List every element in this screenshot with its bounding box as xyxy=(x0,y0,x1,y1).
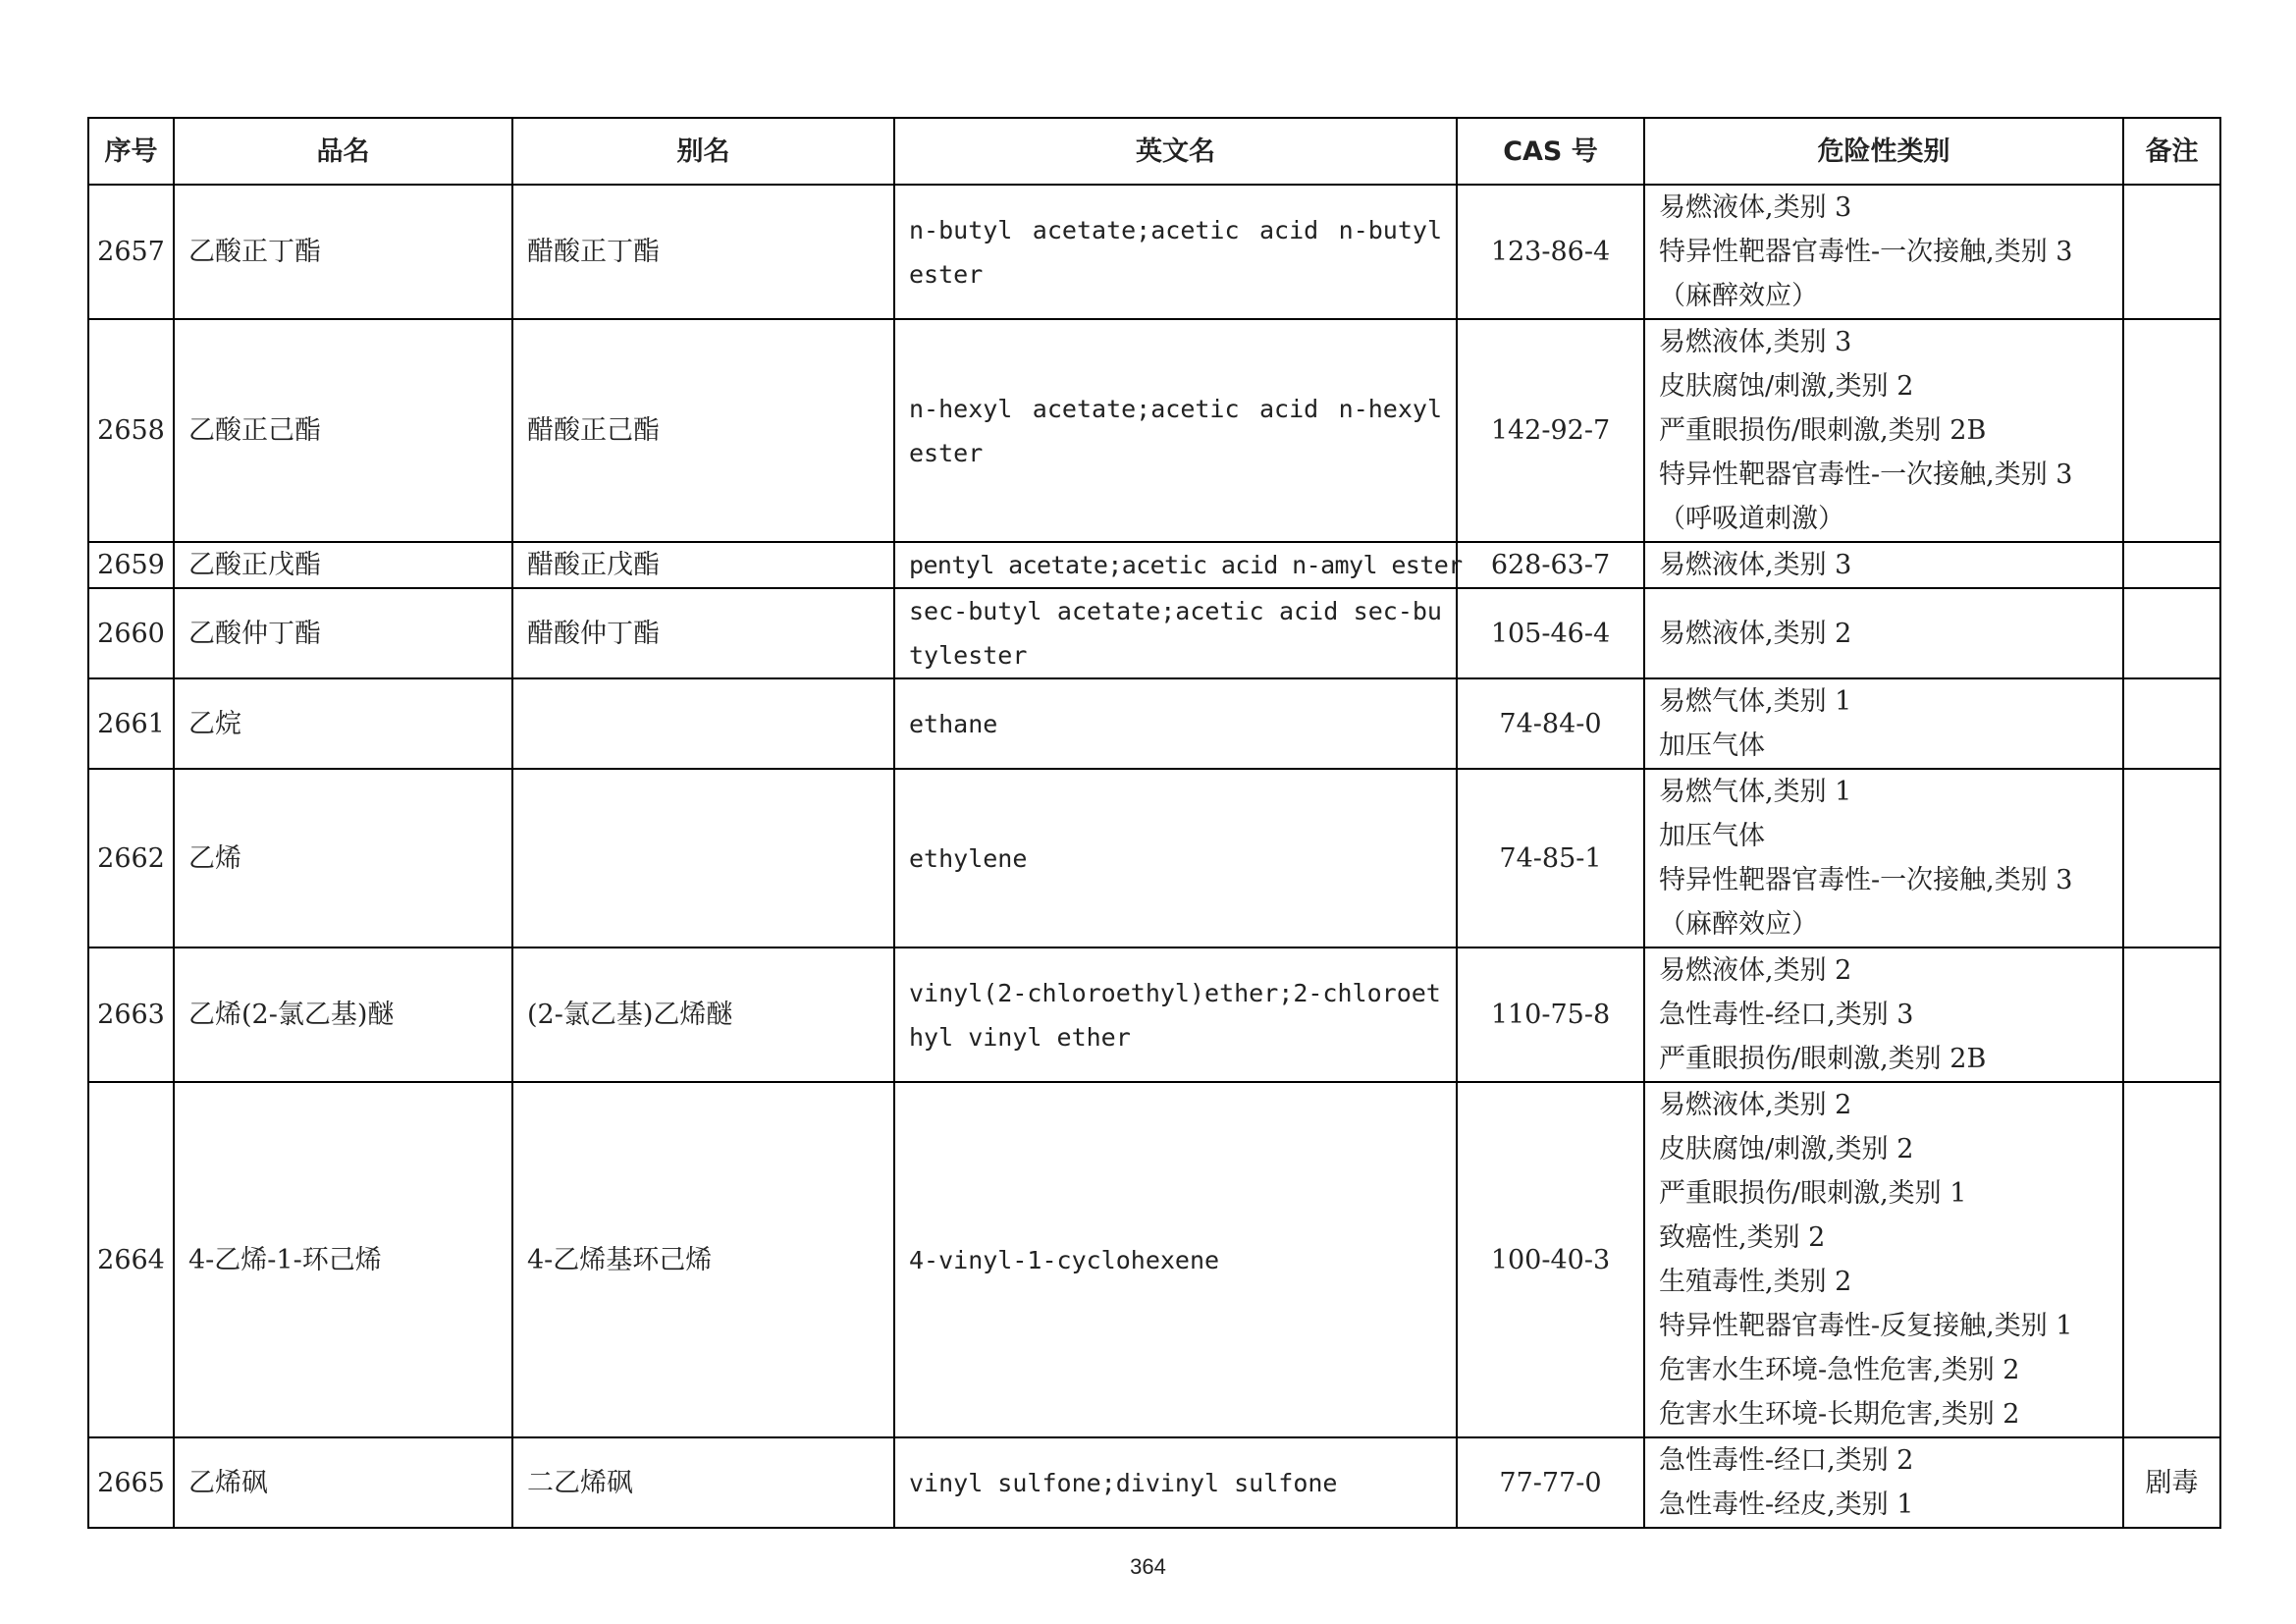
cell-cas: 77-77-0 xyxy=(1457,1437,1644,1528)
hazard-line: 易燃液体,类别 3 xyxy=(1659,327,1852,357)
cell-name: 乙烯砜 xyxy=(174,1437,512,1528)
cell-name: 乙烷 xyxy=(174,678,512,769)
cell-note xyxy=(2123,769,2220,947)
cell-english: vinyl(2-chloroethyl)ether;2-chloroethyl vinyl ether xyxy=(894,947,1457,1082)
hazard-line: 皮肤腐蚀/刺激,类别 2 xyxy=(1659,1134,1914,1164)
cell-english: ethane xyxy=(894,678,1457,769)
hazard-line: 易燃液体,类别 2 xyxy=(1659,1090,1852,1120)
hazard-line: 易燃气体,类别 1 xyxy=(1659,777,1852,807)
header-alias: 别名 xyxy=(512,118,894,185)
cell-note xyxy=(2123,542,2220,588)
cell-name: 乙烯(2-氯乙基)醚 xyxy=(174,947,512,1082)
hazard-line: （麻醉效应） xyxy=(1659,909,1818,940)
cell-note: 剧毒 xyxy=(2123,1437,2220,1528)
cell-cas: 142-92-7 xyxy=(1457,319,1644,542)
cell-no: 2659 xyxy=(88,542,174,588)
cell-no: 2658 xyxy=(88,319,174,542)
cell-hazard xyxy=(1644,319,2123,542)
table-row xyxy=(88,678,2220,769)
hazard-line: 严重眼损伤/眼刺激,类别 2B xyxy=(1659,415,1987,446)
hazard-line: 急性毒性-经皮,类别 1 xyxy=(1659,1489,1914,1520)
cell-alias: 醋酸仲丁酯 xyxy=(512,588,894,678)
cell-alias: 4-乙烯基环己烯 xyxy=(512,1082,894,1437)
hazard-line: 特异性靶器官毒性-反复接触,类别 1 xyxy=(1659,1311,2073,1341)
cell-alias xyxy=(512,769,894,947)
header-no: 序号 xyxy=(88,118,174,185)
table-row xyxy=(88,947,2220,1082)
cell-hazard xyxy=(1644,1437,2123,1528)
cell-name: 乙烯 xyxy=(174,769,512,947)
hazard-line: 危害水生环境-长期危害,类别 2 xyxy=(1659,1399,2020,1430)
cell-alias xyxy=(512,678,894,769)
hazard-line: 加压气体 xyxy=(1659,731,1765,761)
table-row xyxy=(88,185,2220,319)
hazard-line: 易燃液体,类别 3 xyxy=(1659,192,1852,223)
hazard-line: 皮肤腐蚀/刺激,类别 2 xyxy=(1659,371,1914,402)
cell-cas: 628-63-7 xyxy=(1457,542,1644,588)
cell-hazard xyxy=(1644,769,2123,947)
cell-alias: (2-氯乙基)乙烯醚 xyxy=(512,947,894,1082)
header-name: 品名 xyxy=(174,118,512,185)
hazard-line: 加压气体 xyxy=(1659,821,1765,851)
cell-name: 乙酸仲丁酯 xyxy=(174,588,512,678)
hazard-line: 危害水生环境-急性危害,类别 2 xyxy=(1659,1355,2020,1385)
hazard-line: 生殖毒性,类别 2 xyxy=(1659,1267,1852,1297)
cell-english: sec-butyl acetate;acetic acid sec-butylester xyxy=(894,588,1457,678)
cell-alias: 醋酸正丁酯 xyxy=(512,185,894,319)
cell-no: 2664 xyxy=(88,1082,174,1437)
header-english: 英文名 xyxy=(894,118,1457,185)
cell-cas: 74-85-1 xyxy=(1457,769,1644,947)
cell-cas: 105-46-4 xyxy=(1457,588,1644,678)
hazard-line: （呼吸道刺激） xyxy=(1659,504,1844,534)
cell-hazard xyxy=(1644,1082,2123,1437)
cell-name: 4-乙烯-1-环己烯 xyxy=(174,1082,512,1437)
hazard-line: 易燃液体,类别 2 xyxy=(1659,955,1852,986)
hazard-line: 易燃气体,类别 1 xyxy=(1659,686,1852,717)
cell-note xyxy=(2123,185,2220,319)
table-row xyxy=(88,1437,2220,1528)
cell-cas: 100-40-3 xyxy=(1457,1082,1644,1437)
cell-english: ethylene xyxy=(894,769,1457,947)
table-row xyxy=(88,769,2220,947)
cell-cas: 74-84-0 xyxy=(1457,678,1644,769)
cell-note xyxy=(2123,947,2220,1082)
cell-no: 2663 xyxy=(88,947,174,1082)
header-hazard: 危险性类别 xyxy=(1644,118,2123,185)
cell-cas: 110-75-8 xyxy=(1457,947,1644,1082)
cell-english: pentyl acetate;acetic acid n-amyl ester xyxy=(894,542,1457,588)
hazard-line: 急性毒性-经口,类别 2 xyxy=(1659,1445,1914,1476)
cell-english: vinyl sulfone;divinyl sulfone xyxy=(894,1437,1457,1528)
cell-no: 2661 xyxy=(88,678,174,769)
hazard-line: 易燃液体,类别 2 xyxy=(1659,618,1852,649)
header-note: 备注 xyxy=(2123,118,2220,185)
cell-hazard xyxy=(1644,678,2123,769)
table-row xyxy=(88,319,2220,542)
cell-note xyxy=(2123,319,2220,542)
hazard-line: 易燃液体,类别 3 xyxy=(1659,550,1852,580)
cell-hazard xyxy=(1644,542,2123,588)
cell-note xyxy=(2123,588,2220,678)
hazard-line: 严重眼损伤/眼刺激,类别 1 xyxy=(1659,1178,1967,1209)
cell-no: 2662 xyxy=(88,769,174,947)
cell-no: 2660 xyxy=(88,588,174,678)
cell-alias: 醋酸正己酯 xyxy=(512,319,894,542)
table-row xyxy=(88,542,2220,588)
cell-hazard xyxy=(1644,588,2123,678)
chemical-catalog-table xyxy=(87,117,2221,1529)
hazard-line: （麻醉效应） xyxy=(1659,281,1818,311)
header-cas: CAS 号 xyxy=(1457,118,1644,185)
hazard-line: 特异性靶器官毒性-一次接触,类别 3 xyxy=(1659,237,2073,267)
cell-alias: 二乙烯砜 xyxy=(512,1437,894,1528)
cell-name: 乙酸正戊酯 xyxy=(174,542,512,588)
hazard-line: 致癌性,类别 2 xyxy=(1659,1222,1826,1253)
cell-english: n-butyl acetate;acetic acid n-butyl ester xyxy=(894,185,1457,319)
page-number: 364 xyxy=(1130,1554,1166,1579)
cell-english: n-hexyl acetate;acetic acid n-hexyl ester xyxy=(894,319,1457,542)
table-header-row xyxy=(88,118,2220,185)
cell-name: 乙酸正己酯 xyxy=(174,319,512,542)
table-row xyxy=(88,1082,2220,1437)
cell-cas: 123-86-4 xyxy=(1457,185,1644,319)
hazard-line: 急性毒性-经口,类别 3 xyxy=(1659,1000,1914,1030)
cell-name: 乙酸正丁酯 xyxy=(174,185,512,319)
hazard-line: 特异性靶器官毒性-一次接触,类别 3 xyxy=(1659,460,2073,490)
table-row xyxy=(88,588,2220,678)
cell-alias: 醋酸正戊酯 xyxy=(512,542,894,588)
cell-no: 2665 xyxy=(88,1437,174,1528)
cell-note xyxy=(2123,1082,2220,1437)
cell-english: 4-vinyl-1-cyclohexene xyxy=(894,1082,1457,1437)
hazard-line: 严重眼损伤/眼刺激,类别 2B xyxy=(1659,1044,1987,1074)
cell-no: 2657 xyxy=(88,185,174,319)
hazard-line: 特异性靶器官毒性-一次接触,类别 3 xyxy=(1659,865,2073,895)
cell-hazard xyxy=(1644,947,2123,1082)
cell-note xyxy=(2123,678,2220,769)
cell-hazard xyxy=(1644,185,2123,319)
